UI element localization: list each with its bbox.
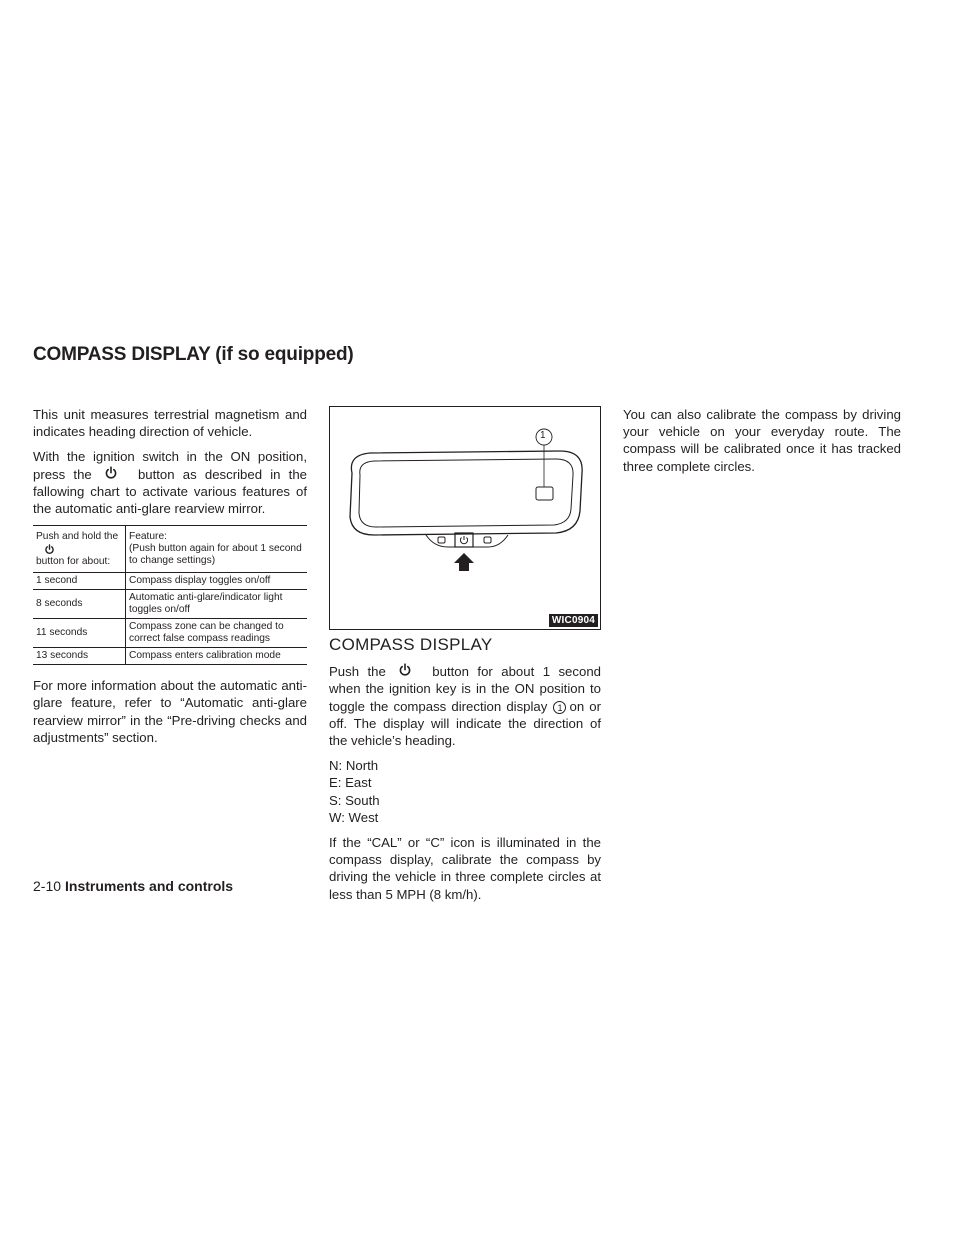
table-cell-time: 13 seconds — [33, 648, 126, 665]
page-number: 2-10 — [33, 878, 62, 894]
power-button-icon — [104, 466, 118, 480]
intro-paragraph: This unit measures terrestrial magnetism and indicates heading direction of vehicle. — [33, 407, 307, 440]
rearview-mirror-drawing — [330, 407, 600, 629]
figure-code: WIC0904 — [549, 614, 598, 627]
direction-item: N: North — [329, 758, 379, 774]
direction-item: S: South — [329, 792, 380, 808]
instruction-text-b: button as described in the fallowing chart to activate various features of the automatic anti-glare rearview mirror. — [33, 466, 307, 517]
table-cell-time: 11 seconds — [33, 619, 126, 648]
table-row — [33, 590, 307, 619]
chapter-title: Instruments and controls — [65, 878, 234, 894]
section-title: COMPASS DISPLAY (if so equipped) — [33, 344, 354, 365]
table-row — [33, 573, 307, 590]
table-header-feature: Feature: (Push button again for about 1 second to change settings) — [126, 526, 308, 573]
direction-list — [329, 757, 601, 826]
table-cell-feature: Compass zone can be changed to correct false compass readings — [126, 619, 308, 648]
route-calibration-paragraph: You can also calibrate the compass by driving your vehicle on your everyday route. The compass will be calibrated once it has tracked three complete circles. — [623, 407, 901, 474]
instruction-text-a: With the ignition switch in the ON position, press the — [33, 449, 307, 482]
compass-toggle-paragraph: Push the button for about 1 second when the ignition key is in the ON position to toggle the compass direction display 1 on or off. The display will indicate the direction of the vehicle’s heading. — [329, 664, 601, 749]
power-button-icon — [398, 663, 412, 677]
mirror-illustration — [329, 406, 601, 630]
column-right — [623, 406, 901, 483]
button-feature-table — [33, 525, 307, 665]
calibration-paragraph: If the “CAL” or “C” icon is illuminated in the compass display, calibrate the compass by driving the vehicle in three complete circles at less than 5 MPH (8 km/h). — [329, 835, 601, 902]
table-cell-time: 1 second — [33, 573, 126, 590]
instruction-paragraph — [33, 448, 307, 517]
power-button-icon — [44, 544, 55, 555]
direction-item: E: East — [329, 775, 372, 791]
page-footer — [33, 878, 233, 894]
table-header-time: Push and hold the button for about: — [33, 526, 126, 573]
reference-paragraph: For more information about the automatic anti-glare feature, refer to “Automatic anti-glare rearview mirror” in the “Pre-driving checks and adjustments” section. — [33, 678, 307, 745]
table-cell-feature: Automatic anti-glare/indicator light toggles on/off — [126, 590, 308, 619]
table-cell-feature: Compass enters calibration mode — [126, 648, 308, 665]
table-cell-time: 8 seconds — [33, 590, 126, 619]
column-middle — [329, 636, 601, 911]
table-cell-feature: Compass display toggles on/off — [126, 573, 308, 590]
compass-display-heading: COMPASS DISPLAY — [329, 635, 493, 654]
table-row — [33, 619, 307, 648]
figure-callout-1: 1 — [540, 430, 546, 441]
table-header-row — [33, 526, 307, 573]
table-row — [33, 648, 307, 665]
column-left — [33, 406, 307, 754]
direction-item: W: West — [329, 809, 379, 825]
callout-1: 1 — [553, 701, 566, 714]
